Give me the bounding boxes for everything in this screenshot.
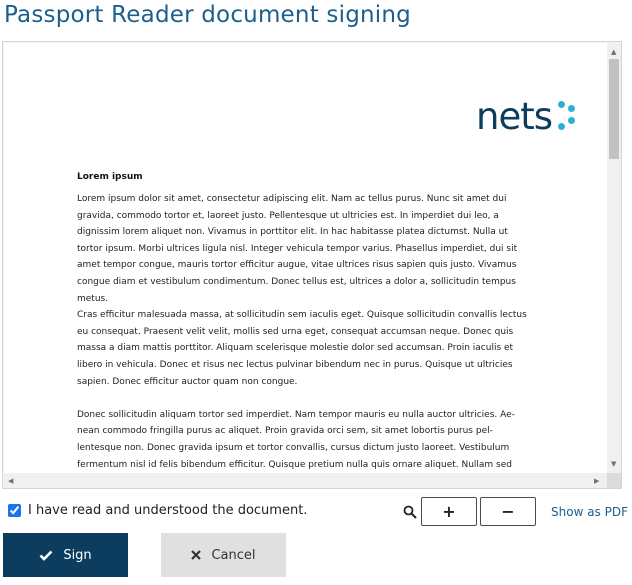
scroll-right-icon[interactable]: ▶ [594, 477, 600, 485]
agree-row[interactable] [8, 503, 307, 518]
scroll-left-icon[interactable]: ◀ [8, 477, 14, 485]
document-line: eu consequat. Praesent velit velit, mollis sed urna eget, consequat accumsan neque. Donec quis [77, 326, 514, 337]
document-line: Lorem ipsum dolor sit amet, consectetur adipiscing elit. Nam ac tellus purus. Nunc sit amet dui [77, 194, 507, 204]
scrollbar-corner [607, 473, 621, 488]
document-line: Donec sollicitudin aliquam tortor sed imperdiet. Nam tempor mauris eu nulla auctor ultricies. Ae- [77, 409, 515, 420]
document-line: gravida, commodo tortor et, laoreet justo. Pellentesque ut ultricies est. In imperdiet dui leo, a [77, 210, 499, 221]
document-line: nean commodo fringilla purus ac aliquet. Proin gravida orci sem, sit amet lobortis purus pel- [77, 426, 493, 437]
document-heading: Lorem ipsum [77, 172, 143, 182]
document-viewer[interactable] [2, 41, 622, 489]
vertical-scrollbar[interactable] [607, 43, 621, 473]
zoom-out-button[interactable]: − [480, 497, 536, 526]
scroll-up-icon[interactable]: ▲ [611, 48, 617, 56]
logo-dots-icon [556, 99, 578, 135]
document-line: congue diam et vestibulum condimentum. Donec tellus est, ultrices a dolor a, sollicitudin tempus [77, 277, 516, 287]
scroll-down-icon[interactable]: ▼ [611, 460, 617, 468]
agree-checkbox[interactable] [8, 504, 21, 517]
vertical-scroll-thumb[interactable] [609, 59, 619, 159]
page-title: Passport Reader document signing [4, 2, 411, 28]
magnifier-icon [403, 505, 417, 519]
nets-logo [476, 97, 578, 137]
document-line: dignissim lorem aliquet non. Vivamus in porttitor elit. In hac habitasse platea dictumst. Nulla ut [77, 227, 508, 238]
agree-label[interactable]: I have read and understood the document. [28, 503, 308, 518]
x-icon [191, 550, 201, 560]
document-line: lentesque non. Donec gravida ipsum et tortor convallis, cursus dictum justo laoreet. Vestibulum [77, 443, 510, 453]
document-line: amet tempor congue, mauris tortor efficitur augue, vitae ultrices risus sapien quis justo. Vivamus [77, 260, 517, 271]
document-line: massa a diam mattis porttitor. Aliquam scelerisque molestie dolor sed accumsan. Proin iaculis et [77, 343, 514, 354]
zoom-in-button[interactable]: + [421, 497, 477, 526]
show-as-pdf-link[interactable]: Show as PDF [551, 505, 628, 519]
document-line: tortor ipsum. Morbi ultrices ligula nisl. Integer vehicula tempor varius. Phasellus imperdiet, dui sit [77, 243, 518, 254]
sign-button-label: Sign [63, 547, 92, 563]
cancel-button-label: Cancel [211, 547, 256, 563]
checkmark-icon [39, 550, 53, 561]
horizontal-scrollbar[interactable] [4, 473, 607, 488]
document-line: sapien. Donec efficitur auctor quam non congue. [77, 376, 298, 387]
cancel-button[interactable] [161, 533, 286, 577]
document-line: Cras efficitur malesuada massa, at sollicitudin sem iaculis eget. Quisque sollicitudin convallis lectus [77, 310, 527, 321]
document-scroll-area[interactable] [4, 43, 607, 473]
logo-text: nets [476, 95, 552, 138]
document-line: metus. [77, 293, 109, 304]
sign-button[interactable] [3, 533, 128, 577]
document-line: fermentum nisl id felis bibendum efficitur. Quisque pretium nulla quis ornare aliquet. Nullam sed [77, 459, 512, 470]
document-line: libero in vehicula. Donec et risus nec lectus pulvinar bibendum nec in purus. Quisque ut ultricies [77, 360, 513, 370]
